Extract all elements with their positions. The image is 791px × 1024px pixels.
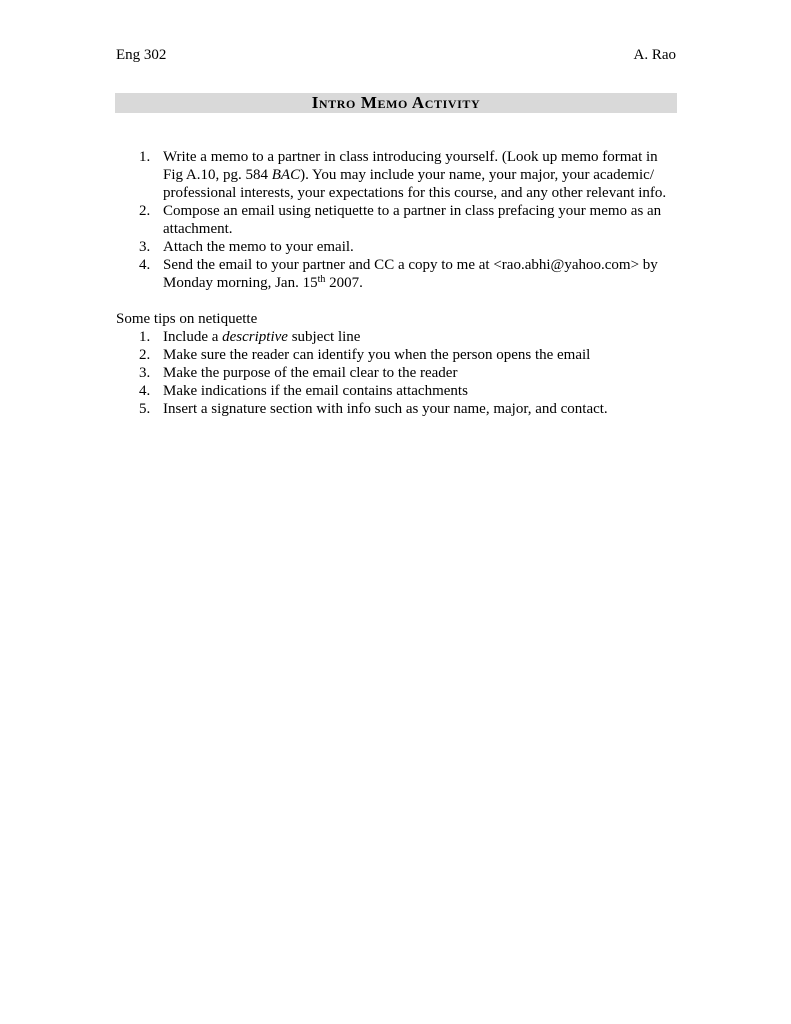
emphasis-word: descriptive	[222, 329, 288, 345]
item-number: 1.	[139, 149, 151, 165]
item-text: Compose an email using netiquette to a partner in class prefacing your memo as an attachment.	[163, 203, 662, 237]
document-body	[116, 148, 678, 418]
date-superscript: th	[317, 274, 326, 285]
instruction-item	[116, 148, 678, 202]
course-code: Eng 302	[116, 47, 167, 63]
item-number: 4.	[139, 383, 151, 399]
instruction-item	[116, 256, 678, 292]
instructions-list	[116, 148, 678, 292]
book-abbreviation: BAC	[271, 167, 301, 183]
item-text: Make sure the reader can identify you when the person opens the email	[163, 347, 591, 363]
tip-item	[116, 382, 678, 400]
title-bar	[115, 93, 677, 113]
item-number: 5.	[139, 401, 151, 417]
item-number: 2.	[139, 203, 151, 219]
tip-item	[116, 346, 678, 364]
item-number: 4.	[139, 257, 151, 273]
item-text: Send the email to your partner and CC a copy to me at <rao.abhi@yahoo.com> by Monday morning, Jan. 15th 2007.	[163, 257, 658, 291]
item-text: Write a memo to a partner in class introducing yourself. (Look up memo format in Fig A.10, pg. 584 BAC). You may include your name, your major, your academic/ professional interests, your expectations for this course, and any other relevant info.	[163, 149, 667, 201]
item-number: 3.	[139, 239, 151, 255]
tip-item	[116, 364, 678, 382]
item-number: 2.	[139, 347, 151, 363]
item-text: Make indications if the email contains attachments	[163, 383, 468, 399]
item-number: 3.	[139, 365, 151, 381]
tips-list	[116, 328, 678, 418]
tips-heading: Some tips on netiquette	[116, 311, 258, 327]
item-text: Make the purpose of the email clear to the reader	[163, 365, 458, 381]
instruction-item	[116, 238, 678, 256]
item-number: 1.	[139, 329, 151, 345]
item-text: Attach the memo to your email.	[163, 239, 354, 255]
page-title: Intro Memo Activity	[311, 93, 481, 112]
item-text: Include a descriptive subject line	[163, 329, 361, 345]
author-name: A. Rao	[633, 47, 676, 63]
tip-item	[116, 400, 678, 418]
tip-item	[116, 328, 678, 346]
instruction-item	[116, 202, 678, 238]
item-text: Insert a signature section with info such as your name, major, and contact.	[163, 401, 608, 417]
